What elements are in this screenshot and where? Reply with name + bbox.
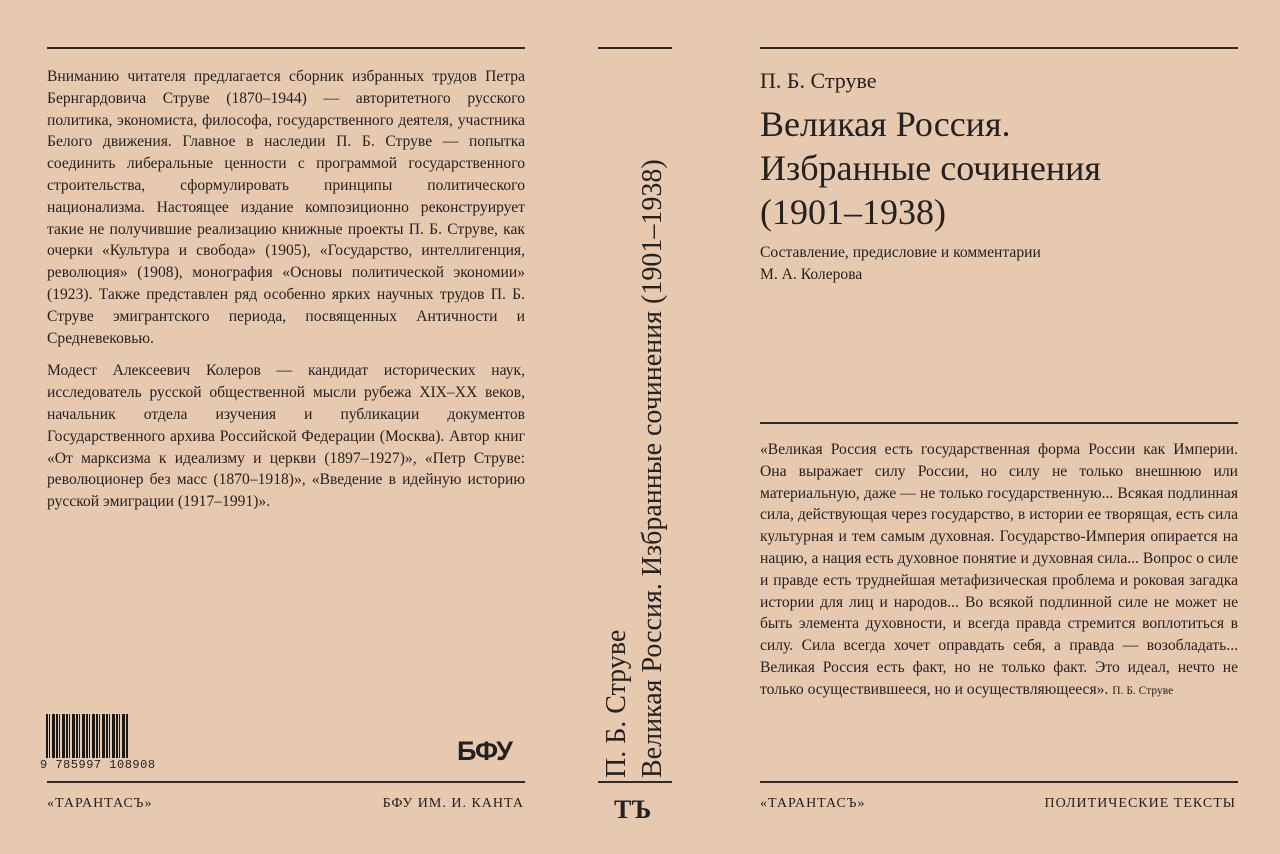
back-paragraph-about-book: Вниманию читателя предлагается сборник избранных трудов Петра Бернгардовича Струве (1870–1944) — авторитетного русского политика, экономиста, философа, государственного деятеля, участника Белого движения. Главное в наследии П. Б. Струве — попытка соединить либеральные ценности с программой государственного строительства, сформулировать принципы политического национализма. Настоящее издание композиционно реконструирует такие не получившие реализацию книжные проекты П. Б. Струве, как очерки «Культура и свобода» (1905), «Государство, интеллигенция, революция» (1908), монография «Основы политической экономии» (1923). Также представлен ряд особенно ярких научных трудов П. Б. Струве эмигрантского периода, посвященных Античности и Средневековью. — [47, 68, 525, 347]
back-bottom-rule — [47, 781, 525, 783]
front-editor — [760, 242, 1041, 286]
spine — [593, 64, 677, 782]
spine-bottom-rule — [598, 781, 672, 783]
front-bottom-rule — [760, 781, 1238, 783]
spine-publisher-logo: ТЪ — [614, 795, 652, 824]
spine-title: Великая Россия. Избранные сочинения (1901–1938) — [637, 159, 668, 778]
front-author: П. Б. Струве — [760, 68, 877, 93]
bfu-logo: БФУ — [457, 736, 512, 766]
front-quote — [760, 439, 1238, 703]
back-paragraph-about-editor: Модест Алексеевич Колеров — кандидат исторических наук, исследователь русской общественной мысли рубежа XIX–XX веков, начальник отдела изучения и публикации документов Государственного архива Российской Федерации (Москва). Автор книг «От марксизма к идеализму и церкви (1897–1927)», «Петр Струве: революционер без масс (1870–1918)», «Введение в идейную историю русской эмиграции (1917–1991)». — [47, 362, 525, 511]
front-footer-series: ПОЛИТИЧЕСКИЕ ТЕКСТЫ — [1044, 796, 1236, 811]
front-top-rule — [760, 47, 1238, 49]
front-quote-text: «Великая Россия есть государственная форма России как Империи. Она выражает силу России, но силу не только внешнюю или материальную, даже — не только государственную... Всякая подлинная сила, действующая через государство, в истории ее творящая, есть сила культурная и тем самым духовная. Государство-Империя опирается на нацию, а нация есть духовное понятие и духовная сила... Вопрос о силе и правде есть труднейшая метафизическая проблема и роковая загадка истории для лиц и народов... Во всякой подлинной силе не может не быть элемента духовности, и всегда правда стремится воплотиться в силу. Сила всегда хочет оправдать себя, а правда — возобладать... Великая Россия есть факт, но не только факт. Это идеал, нечто не только осуществившееся, но и осуществляющееся». — [760, 441, 1238, 698]
front-title-line-3: (1901–1938) — [760, 192, 946, 232]
spine-top-rule — [598, 47, 672, 49]
isbn-number: 9 785997 108908 — [40, 758, 156, 772]
front-title — [760, 102, 1240, 234]
front-editor-line-1: Составление, предисловие и комментарии — [760, 244, 1041, 261]
front-title-line-1: Великая Россия. — [760, 104, 1011, 144]
front-middle-rule — [760, 422, 1238, 424]
front-editor-line-2: М. А. Колерова — [760, 266, 863, 283]
back-top-rule — [47, 47, 525, 49]
spine-author: П. Б. Струве — [601, 629, 632, 778]
back-footer-publisher: «ТАРАНТАСЪ» — [47, 796, 153, 811]
back-cover-text — [47, 66, 525, 524]
barcode-image — [46, 714, 128, 758]
back-footer-university: БФУ ИМ. И. КАНТА — [382, 796, 524, 811]
front-title-line-2: Избранные сочинения — [760, 148, 1101, 188]
front-quote-signature: П. Б. Струве — [1112, 684, 1174, 697]
front-footer-publisher: «ТАРАНТАСЪ» — [760, 796, 866, 811]
